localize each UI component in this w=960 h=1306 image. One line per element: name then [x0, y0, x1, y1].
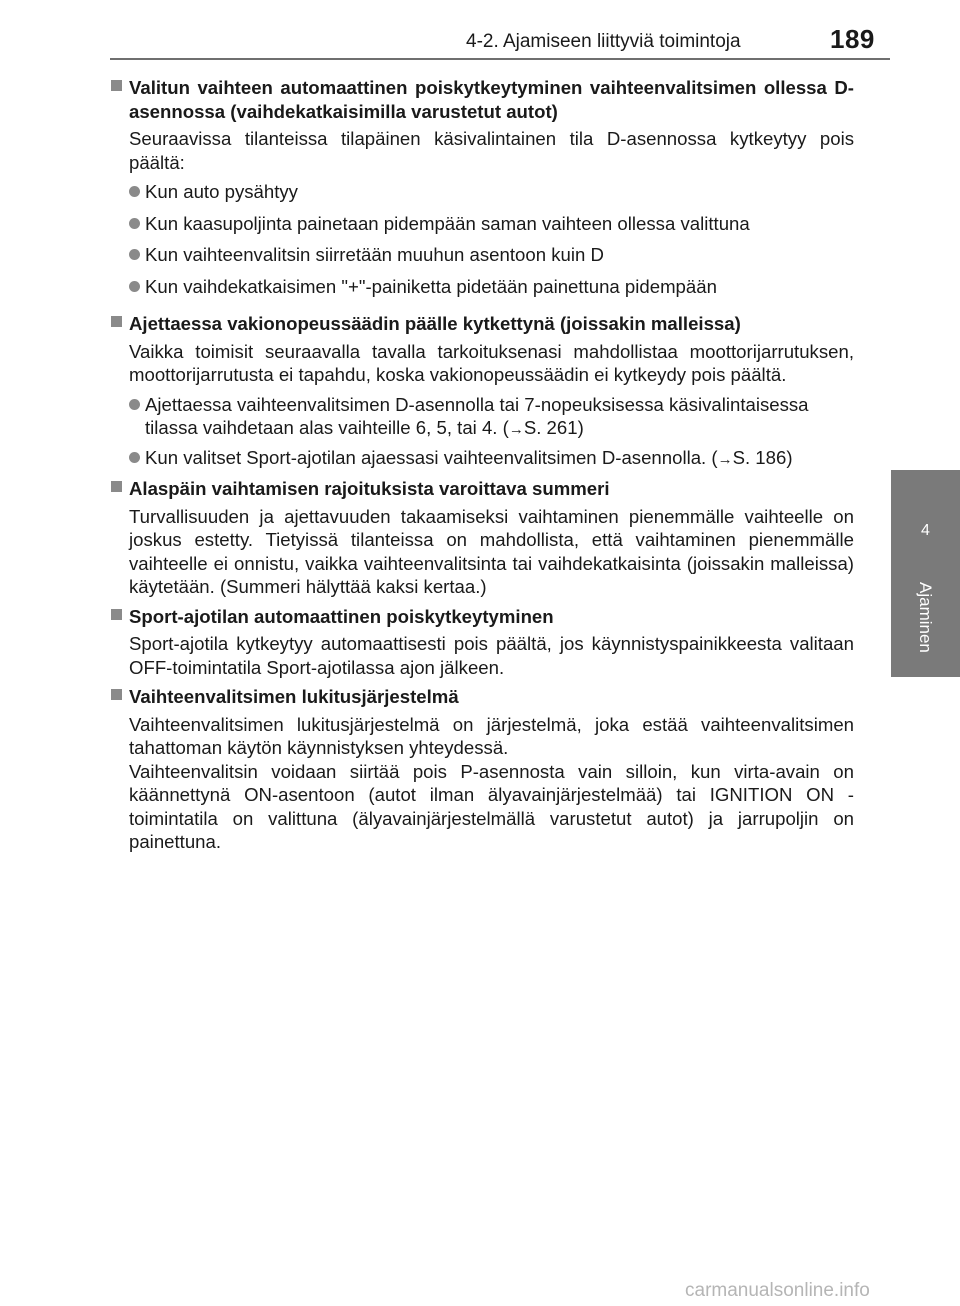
round-bullet-icon [129, 218, 140, 229]
chapter-side-tab[interactable] [891, 470, 960, 677]
section-paragraph: Turvallisuuden ja ajettavuuden takaamiseksi vaihtaminen pienemmälle vaihteelle on joskus estetty. Tietyissä tilanteissa on mahdollista, että vaihtaminen pienemmälle vaihteelle ei onnistu, vaikka vaihteenvalitsinta tai vaihdekatkaisinta (joissakin malleissa) käytetään. (Summeri hälyttää kaksi kertaa.) [129, 505, 854, 597]
page-content [110, 76, 854, 854]
page-number: 189 [830, 24, 875, 54]
section-downshift-buzzer [110, 477, 854, 599]
section-cruise-control [110, 312, 854, 471]
arrow-right-icon: → [508, 421, 524, 438]
page-reference-link[interactable]: S. 261) [523, 417, 584, 438]
page-reference-link[interactable]: S. 186) [732, 446, 793, 468]
square-bullet-icon [111, 80, 122, 91]
section-paragraph: Vaihteenvalitsin voidaan siirtää pois P-asennosta vain silloin, kun virta-avain on käännettynä ON-asentoon (autot ilman älyavainjärjestelmää) tai IGNITION ON -toimintatila on valittuna (älyavainjärjestelmällä varustetut autot) ja jarrupoljin on painettuna. [129, 760, 854, 852]
square-bullet-icon [111, 609, 122, 620]
section-paragraph: Sport-ajotila kytkeytyy automaattisesti pois päältä, jos käynnistyspainikkeesta valitaan OFF-toimintatila Sport-ajotilassa ajon jälkeen. [129, 633, 854, 678]
chapter-number: 4 [921, 522, 930, 539]
section-heading-text: Ajettaessa vakionopeussäädin päälle kytkettynä (joissakin malleissa) [129, 313, 741, 334]
section-heading-text: Alaspäin vaihtamisen rajoituksista varoittava summeri [129, 478, 610, 499]
section-heading [110, 477, 854, 501]
round-bullet-icon [129, 186, 140, 197]
bullet-list [129, 393, 854, 472]
section-heading [110, 312, 854, 336]
section-gear-auto-cancel [110, 76, 854, 298]
round-bullet-icon [129, 452, 140, 463]
site-watermark: carmanualsonline.info [685, 1280, 870, 1301]
list-item-text: Ajettaessa vaihteenvalitsimen D-asennolla tai 7-nopeuksisessa käsivalintaisessa tilassa vaihdetaan alas vaihteille 6, 5, tai 4. ( [145, 393, 809, 438]
section-sport-mode-cancel [110, 605, 854, 680]
round-bullet-icon [129, 281, 140, 292]
section-heading-text: Sport-ajotilan automaattinen poiskytkeytyminen [129, 605, 554, 627]
section-heading [110, 76, 854, 123]
list-item-text: Kun vaihteenvalitsin siirretään muuhun asentoon kuin D [145, 244, 604, 265]
list-item-text: Kun vaihdekatkaisimen "+"-painiketta pidetään painettuna pidempään [145, 275, 717, 297]
square-bullet-icon [111, 689, 122, 700]
section-heading [110, 685, 854, 709]
section-shift-lock [110, 685, 854, 854]
section-paragraph: Seuraavissa tilanteissa tilapäinen käsivalintainen tila D-asennossa kytkeytyy pois päältä: [129, 128, 854, 173]
list-item-text: Kun valitset Sport-ajotilan ajaessasi vaihteenvalitsimen D-asennolla. ( [145, 446, 718, 468]
list-item [129, 180, 854, 204]
list-item [129, 212, 854, 236]
page-header [0, 0, 960, 60]
list-item [129, 393, 854, 442]
list-item [129, 243, 854, 267]
header-section-title: 4-2. Ajamiseen liittyviä toimintoja [466, 31, 741, 52]
section-paragraph: Vaikka toimisit seuraavalla tavalla tarkoituksenasi mahdollistaa moottorijarrutuksen, moottorijarrutusta ei tapahdu, koska vakionopeussäädin ei kytkeydy pois päältä. [129, 340, 854, 385]
list-item-text: Kun kaasupoljinta painetaan pidempään saman vaihteen ollessa valittuna [145, 212, 750, 234]
section-heading [110, 605, 854, 629]
square-bullet-icon [111, 316, 122, 327]
arrow-right-icon: → [717, 450, 733, 468]
header-divider [110, 58, 890, 60]
bullet-list [129, 180, 854, 298]
list-item-text: Kun auto pysähtyy [145, 181, 298, 202]
round-bullet-icon [129, 399, 140, 410]
list-item [129, 275, 854, 299]
section-heading-text: Valitun vaihteen automaattinen poiskytkeytyminen vaihteenvalitsimen ollessa D-asennossa (vaihdekatkaisimilla varustetut autot) [129, 77, 854, 122]
section-heading-text: Vaihteenvalitsimen lukitusjärjestelmä [129, 686, 459, 707]
list-item [129, 446, 854, 472]
round-bullet-icon [129, 249, 140, 260]
square-bullet-icon [111, 481, 122, 492]
chapter-title: Ajaminen [916, 582, 935, 653]
section-paragraph: Vaihteenvalitsimen lukitusjärjestelmä on järjestelmä, joka estää vaihteenvalitsimen tahattoman käytön käynnistyksen yhteydessä. [129, 713, 854, 758]
